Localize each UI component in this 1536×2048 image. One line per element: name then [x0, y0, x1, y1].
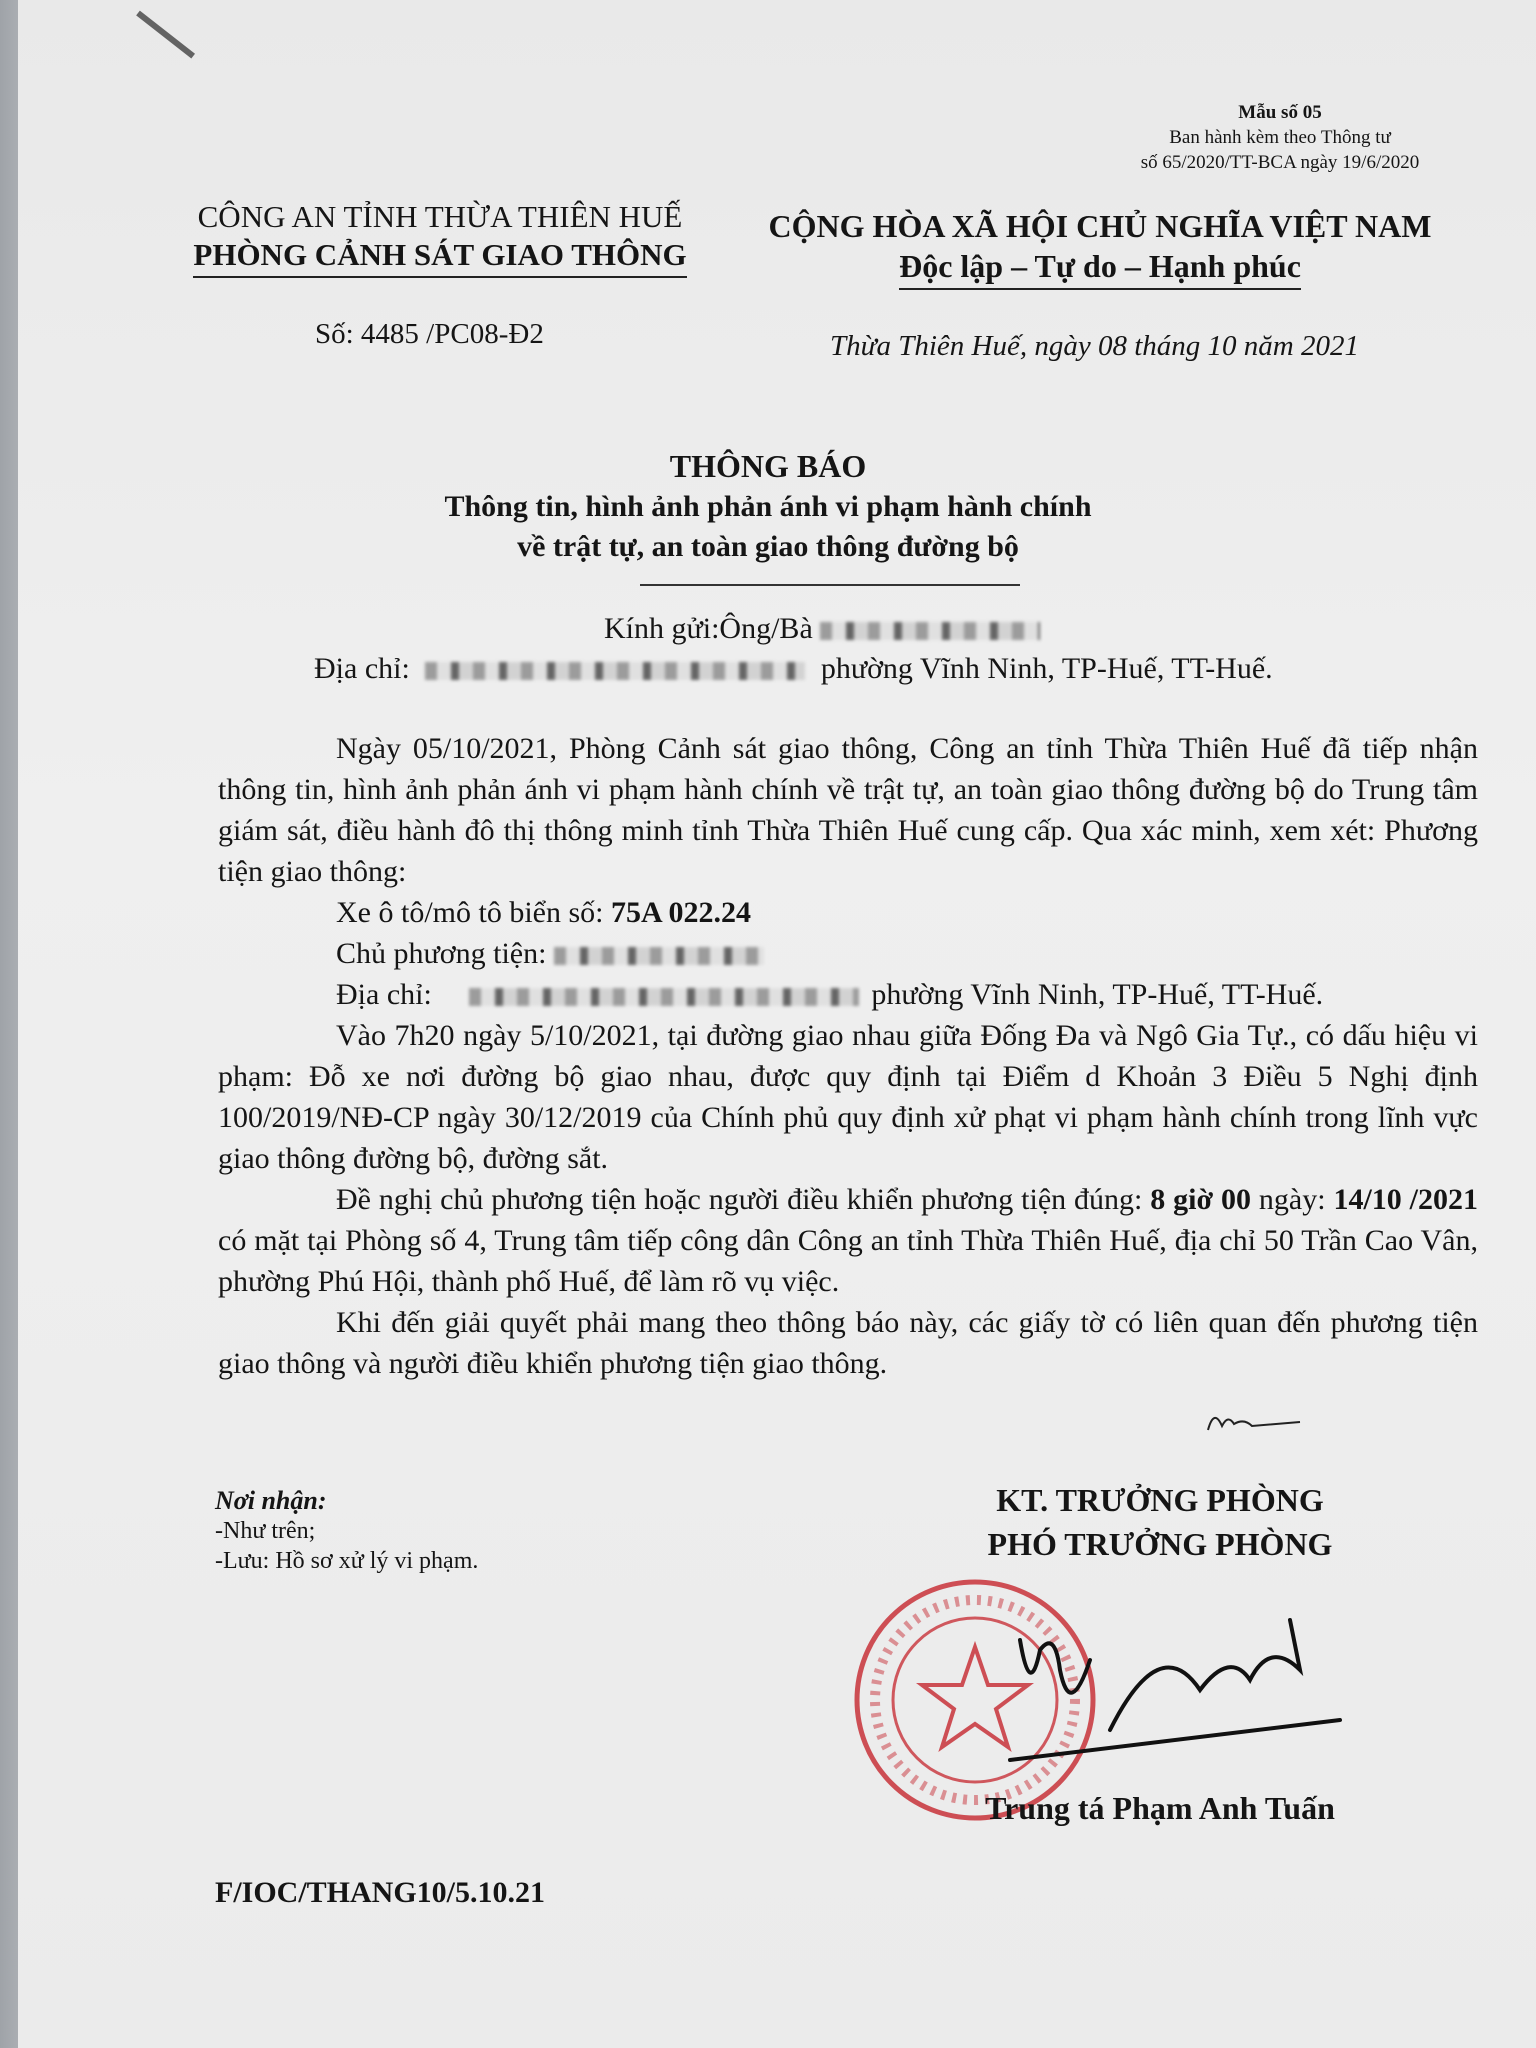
plate-line: Xe ô tô/mô tô biển số: 75A 022.24	[336, 896, 751, 929]
pen-mark	[136, 11, 195, 59]
paragraph-4: Khi đến giải quyết phải mang theo thông báo này, các giấy tờ có liên quan đến phương tiện giao thông và người điều khiển phương tiện giao thông.	[218, 1306, 1478, 1380]
footer-code: F/IOC/THANG10/5.10.21	[215, 1876, 546, 1909]
initial-mark	[1200, 1400, 1310, 1440]
redacted-address	[425, 662, 805, 680]
form-number: Mẫu số 05	[1238, 102, 1322, 123]
signer-title-2: PHÓ TRƯỞNG PHÒNG	[987, 1526, 1333, 1562]
issuing-agency	[160, 198, 720, 278]
redacted-owner	[554, 947, 764, 965]
paragraph-1: Ngày 05/10/2021, Phòng Cảnh sát giao thông, Công an tỉnh Thừa Thiên Huế đã tiếp nhận thông tin, hình ảnh phản ánh vi phạm hành chính về trật tự, an toàn giao thông đường bộ do Trung tâm giám sát, điều hành đô thị thông minh tỉnh Thừa Thiên Huế cung cấp. Qua xác minh, xem xét: Phương tiện giao thông:	[218, 732, 1478, 888]
national-header	[740, 206, 1460, 290]
addressee-address-line	[314, 652, 1273, 686]
signer-name: Trung tá Phạm Anh Tuấn	[985, 1790, 1335, 1826]
form-reference	[1110, 100, 1450, 175]
department-name: PHÒNG CẢNH SÁT GIAO THÔNG	[160, 236, 720, 278]
title-underline	[640, 584, 1020, 586]
recipients-label: Nơi nhận:	[215, 1486, 327, 1515]
form-issued-line: Ban hành kèm theo Thông tư	[1169, 127, 1391, 148]
signature-image	[1000, 1610, 1360, 1780]
notice-body	[218, 728, 1478, 1384]
paragraph-2: Vào 7h20 ngày 5/10/2021, tại đường giao nhau giữa Đống Đa và Ngô Gia Tự., có dấu hiệu vi phạm: Đỗ xe nơi đường bộ giao nhau, được quy định tại Điểm d Khoản 3 Điều 5 Nghị định 100/2019/NĐ-CP ngày 30/12/2019 của Chính phủ quy định xử phạt vi phạm hành chính trong lĩnh vực giao thông đường bộ, đường sắt.	[218, 1019, 1478, 1175]
document-number: Số: 4485 /PC08-Đ2	[315, 318, 544, 350]
document-subtitle-1: Thông tin, hình ảnh phản ánh vi phạm hành chính	[444, 490, 1092, 523]
redacted-owner-address	[469, 988, 859, 1006]
addressee-label: Kính gửi:Ông/Bà	[604, 612, 813, 645]
recipients-block	[215, 1486, 478, 1576]
addressee-line	[604, 612, 1040, 646]
document-title: THÔNG BÁO	[669, 448, 867, 484]
place-date: Thừa Thiên Huế, ngày 08 tháng 10 năm 2021	[830, 330, 1359, 362]
owner-line: Chủ phương tiện:	[218, 933, 1478, 974]
paragraph-3: Đề nghị chủ phương tiện hoặc người điều khiển phương tiện đúng: 8 giờ 00 ngày: 14/10 /2021 có mặt tại Phòng số 4, Trung tâm tiếp công dân Công an tỉnh Thừa Thiên Huế, địa chỉ 50 Trần Cao Vân, phường Phú Hội, thành phố Huế, để làm rõ vụ việc.	[218, 1183, 1478, 1298]
nation-name: CỘNG HÒA XÃ HỘI CHỦ NGHĨA VIỆT NAM	[768, 208, 1432, 244]
document-subtitle-2: về trật tự, an toàn giao thông đường bộ	[517, 530, 1019, 563]
address-label: Địa chỉ:	[314, 652, 410, 685]
recipient-2: -Lưu: Hồ sơ xử lý vi phạm.	[215, 1548, 479, 1574]
owner-address-line: Địa chỉ: phường Vĩnh Ninh, TP-Huế, TT-Huế.	[336, 978, 1324, 1011]
form-circular-line: số 65/2020/TT-BCA ngày 19/6/2020	[1140, 152, 1420, 173]
redacted-name	[820, 622, 1040, 640]
recipient-1: -Như trên;	[215, 1518, 316, 1544]
address-tail: phường Vĩnh Ninh, TP-Huế, TT-Huế.	[820, 652, 1273, 685]
plate-number: 75A 022.24	[610, 896, 751, 929]
agency-name: CÔNG AN TỈNH THỪA THIÊN HUẾ	[197, 199, 683, 234]
national-motto: Độc lập – Tự do – Hạnh phúc	[740, 246, 1460, 290]
signer-title-1: KT. TRƯỞNG PHÒNG	[996, 1482, 1324, 1518]
